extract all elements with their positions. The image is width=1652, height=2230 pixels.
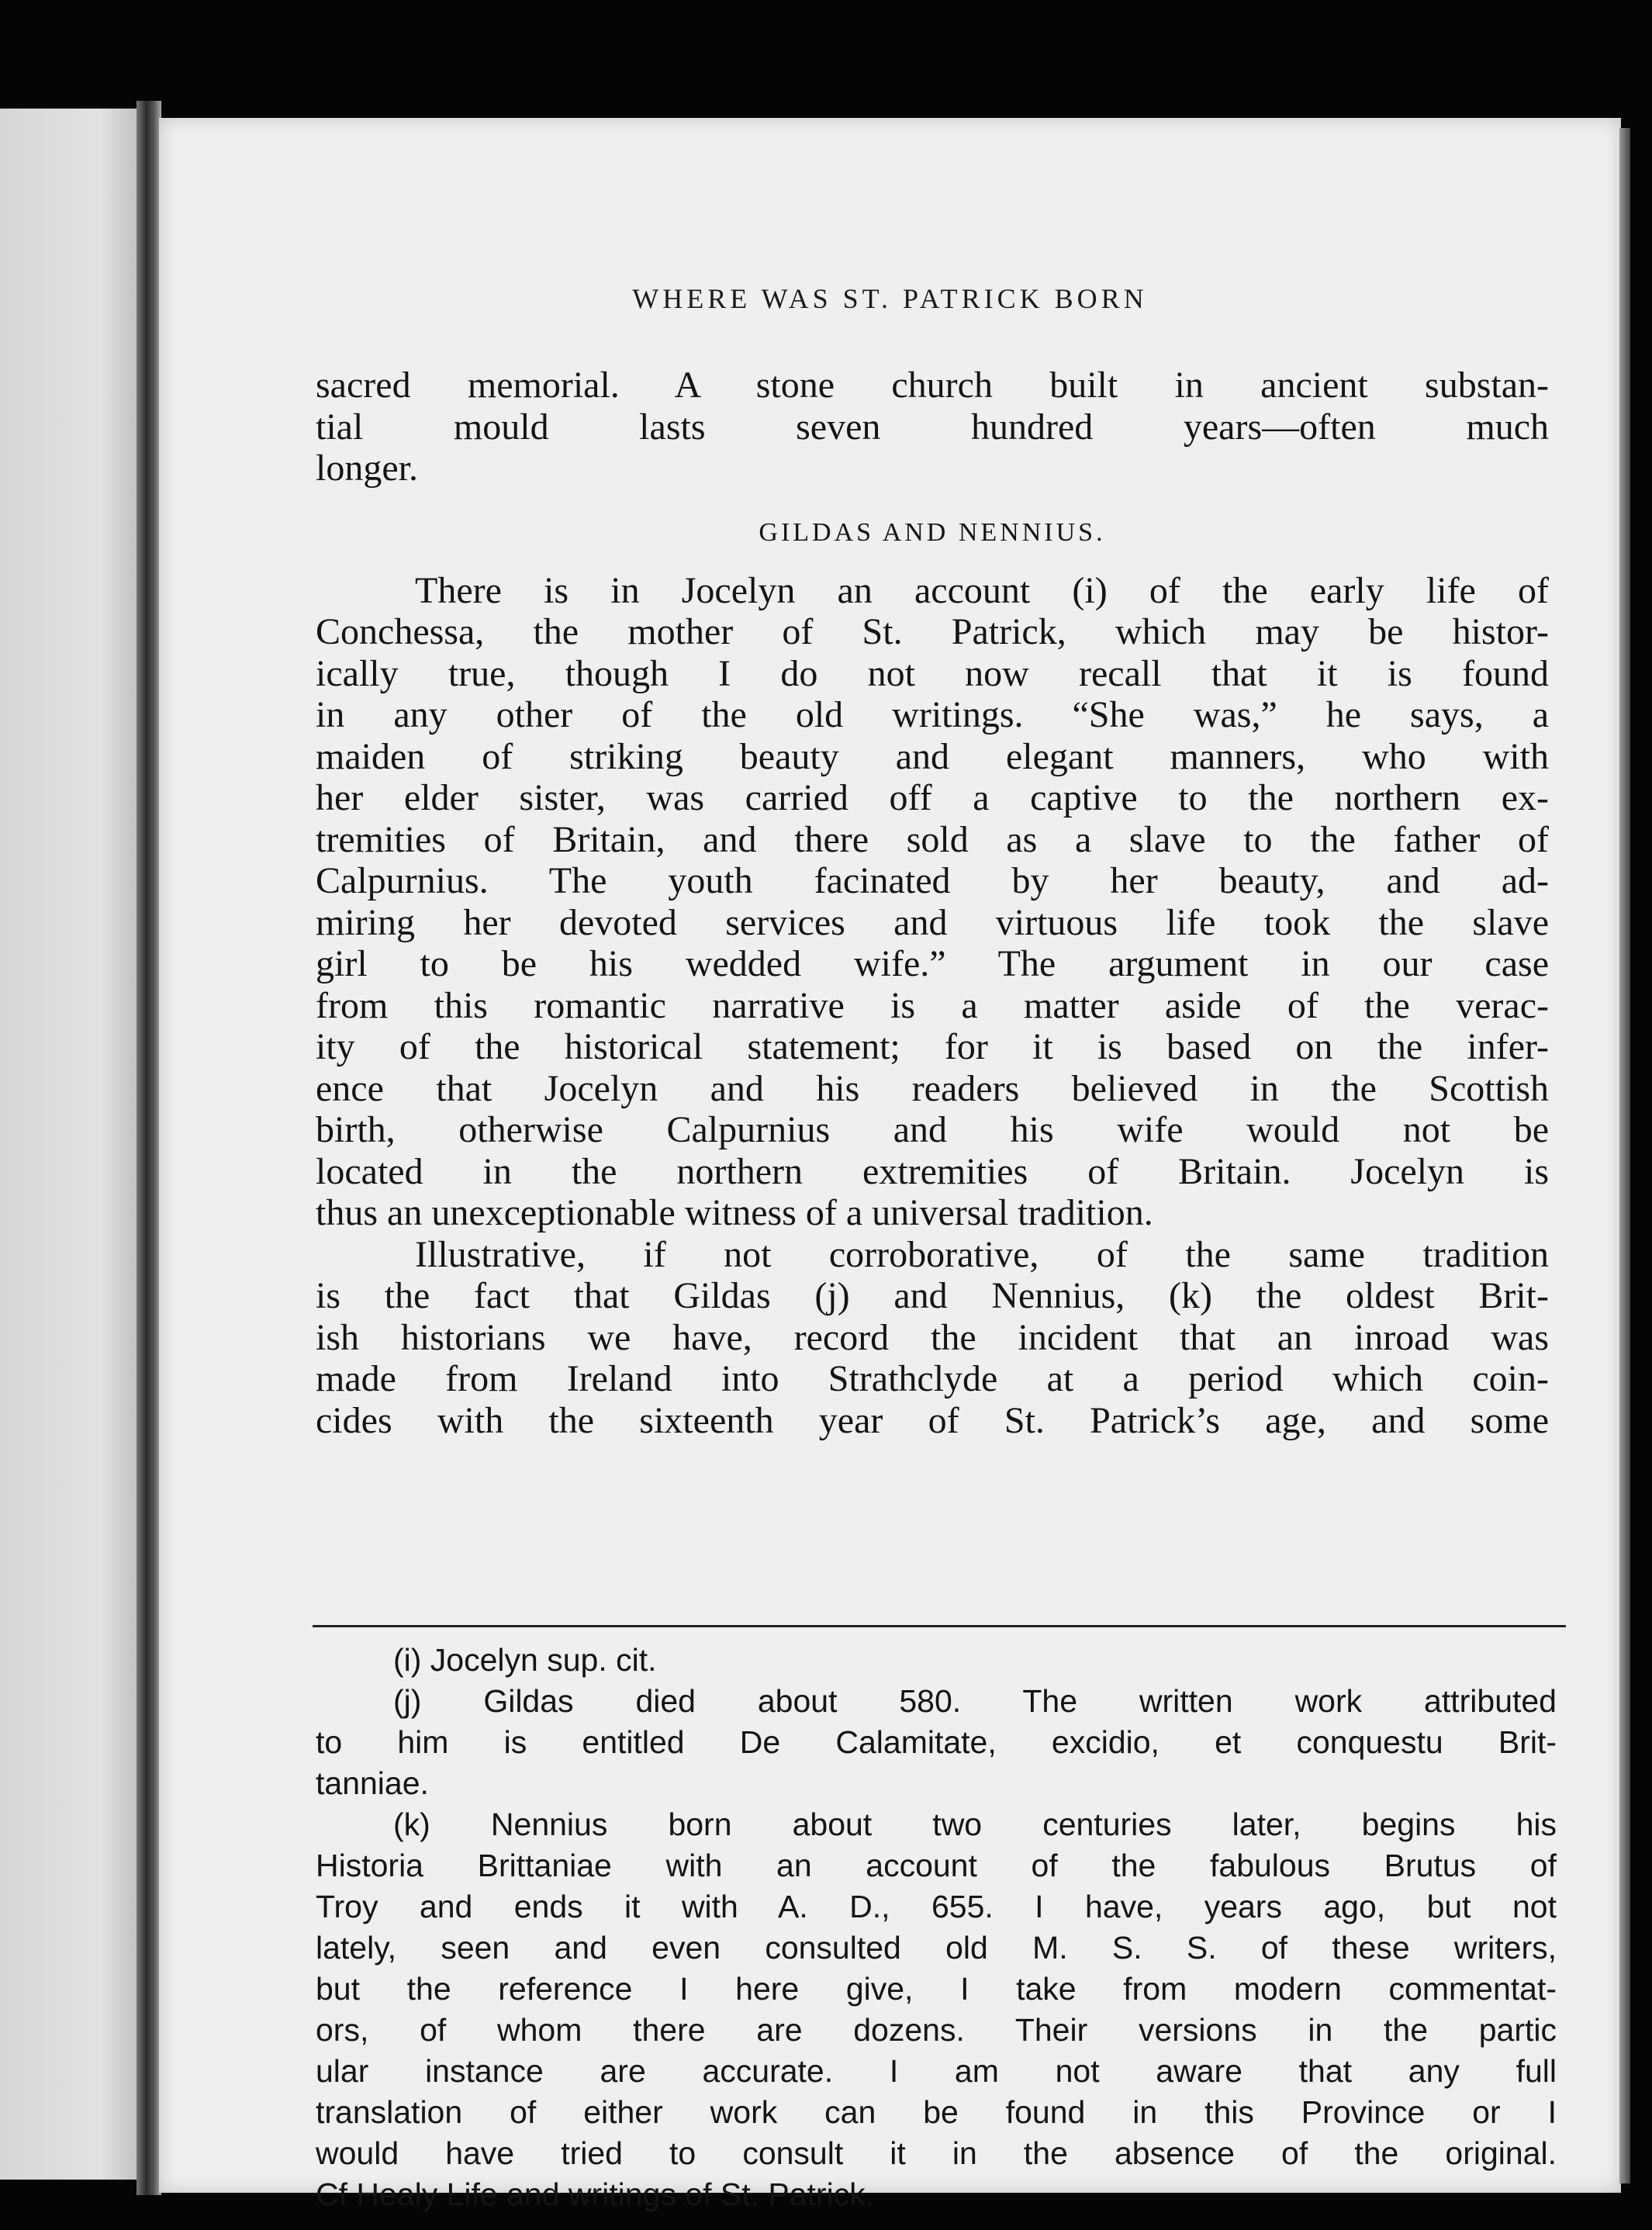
text-line: in any other of the old writings. “She was,” he says, a (316, 694, 1549, 735)
text-line: There is in Jocelyn an account (i) of the early life of (415, 569, 1549, 611)
running-head: WHERE WAS ST. PATRICK BORN (632, 283, 1148, 314)
footnote-k: (k) Nennius born about two centuries later, begins his (393, 1806, 1557, 1842)
text-line: Calpurnius. The youth facinated by her beauty, and ad- (316, 860, 1549, 901)
footnote-i: (i) Jocelyn sup. cit. (393, 1642, 657, 1678)
text-line: translation of either work can be found in this Province or I (316, 2094, 1557, 2130)
text-line: Troy and ends it with A. D., 655. I have, years ago, but not (316, 1889, 1557, 1924)
text-line: would have tried to consult it in the absence of the original. (316, 2135, 1557, 2171)
text-line: sacred memorial. A stone church built in ancient substan- (316, 365, 1549, 406)
text-line: longer. (316, 448, 418, 489)
page-edge-right (1619, 128, 1630, 2183)
text-line: tremities of Britain, and there sold as a slave to the father of (316, 818, 1549, 860)
book-page (159, 118, 1621, 2212)
text-line: ically true, though I do not now recall that it is found (316, 652, 1549, 694)
text-line: ors, of whom there are dozens. Their versions in the partic (316, 2012, 1557, 2048)
text-line: lately, seen and even consulted old M. S. S. of these writers, (316, 1930, 1557, 1966)
footnote-rule (313, 1625, 1566, 1627)
text-line: Historia Brittaniae with an account of the fabulous Brutus of (316, 1848, 1557, 1883)
text-line: thus an unexceptionable witness of a universal tradition. (316, 1192, 1153, 1233)
text-line: from this romantic narrative is a matter aside of the verac- (316, 984, 1549, 1026)
text-line: Conchessa, the mother of St. Patrick, which may be histor- (316, 611, 1549, 652)
text-line: made from Ireland into Strathclyde at a period which coin- (316, 1358, 1549, 1399)
text-line: to him is entitled De Calamitate, excidio, et conquestu Brit- (316, 1724, 1557, 1760)
text-line: but the reference I here give, I take from modern commentat- (316, 1971, 1557, 2007)
text-line: tanniae. (316, 1765, 429, 1801)
text-line: ish historians we have, record the incident that an inroad was (316, 1316, 1549, 1358)
text-line: ular instance are accurate. I am not aware that any full (316, 2053, 1557, 2089)
text-line: girl to be his wedded wife.” The argument in our case (316, 943, 1549, 984)
text-line: ence that Jocelyn and his readers believed in the Scottish (316, 1067, 1549, 1109)
book-gutter (137, 101, 161, 2195)
main-text (316, 365, 1549, 1441)
text-line: ity of the historical statement; for it is based on the infer- (316, 1026, 1549, 1067)
text-line: birth, otherwise Calpurnius and his wife would not be (316, 1109, 1549, 1150)
footnotes (316, 1640, 1557, 2215)
facing-page-edge (0, 109, 143, 2180)
text-line: Cf Healy Life and writings of St. Patrick. (316, 2176, 875, 2212)
text-line: is the fact that Gildas (j) and Nennius, (k) the oldest Brit- (316, 1275, 1549, 1316)
footnote-j: (j) Gildas died about 580. The written work attributed (393, 1683, 1557, 1719)
text-line: maiden of striking beauty and elegant manners, who with (316, 735, 1549, 777)
text-line: Illustrative, if not corroborative, of the same tradition (415, 1233, 1549, 1275)
text-line: located in the northern extremities of Britain. Jocelyn is (316, 1150, 1549, 1192)
text-line: tial mould lasts seven hundred years—often much (316, 406, 1549, 448)
text-line: her elder sister, was carried off a captive to the northern ex- (316, 777, 1549, 818)
text-line: cides with the sixteenth year of St. Patrick’s age, and some (316, 1399, 1549, 1441)
text-line: miring her devoted services and virtuous life took the slave (316, 901, 1549, 943)
section-heading: GILDAS AND NENNIUS. (759, 517, 1106, 547)
